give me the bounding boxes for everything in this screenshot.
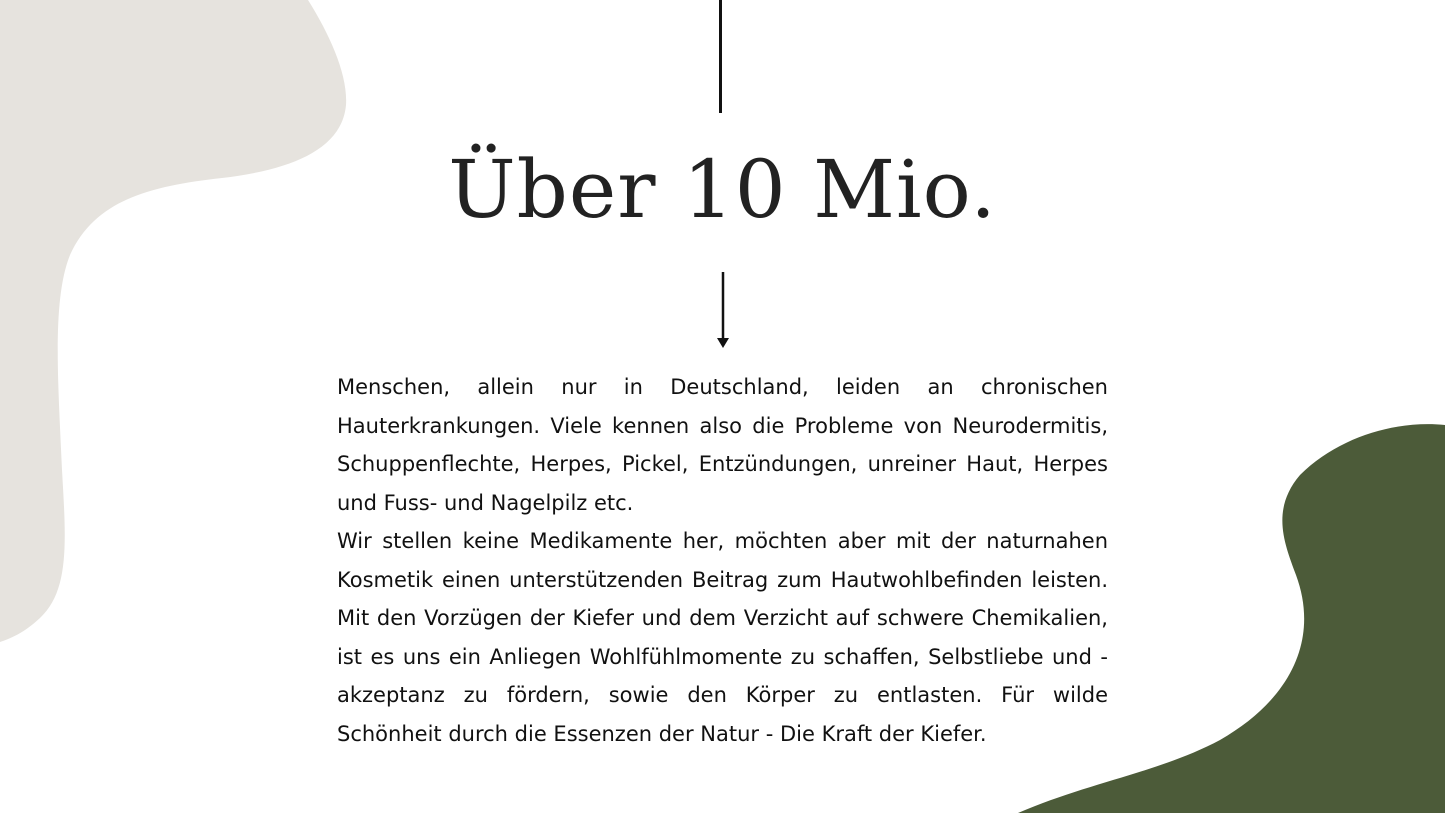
arrow-down-icon	[714, 272, 732, 350]
beige-blob	[0, 0, 346, 642]
paragraph-2: Wir stellen keine Medikamente her, möchten aber mit der naturnahen Kosmetik einen unterstützenden Beitrag zum Hautwohlbefinden leisten. Mit den Vorzügen der Kiefer und dem Verzicht auf schwere Chemikalien, ist es uns ein Anliegen Wohlfühlmomente zu schaffen, Selbstliebe und -akzeptanz zu fördern, sowie den Körper zu entlasten. Für wilde Schönheit durch die Essenzen der Natur - Die Kraft der Kiefer.	[337, 529, 1108, 746]
headline: Über 10 Mio.	[448, 143, 997, 236]
paragraph-1: Menschen, allein nur in Deutschland, leiden an chronischen Hauterkrankungen. Viele kennen also die Probleme von Neurodermitis, Schuppenflechte, Herpes, Pickel, Entzündungen, unreiner Haut, Herpes und Fuss- und Nagelpilz etc.	[337, 375, 1108, 515]
body-text	[337, 368, 1108, 753]
top-divider-line	[719, 0, 722, 113]
